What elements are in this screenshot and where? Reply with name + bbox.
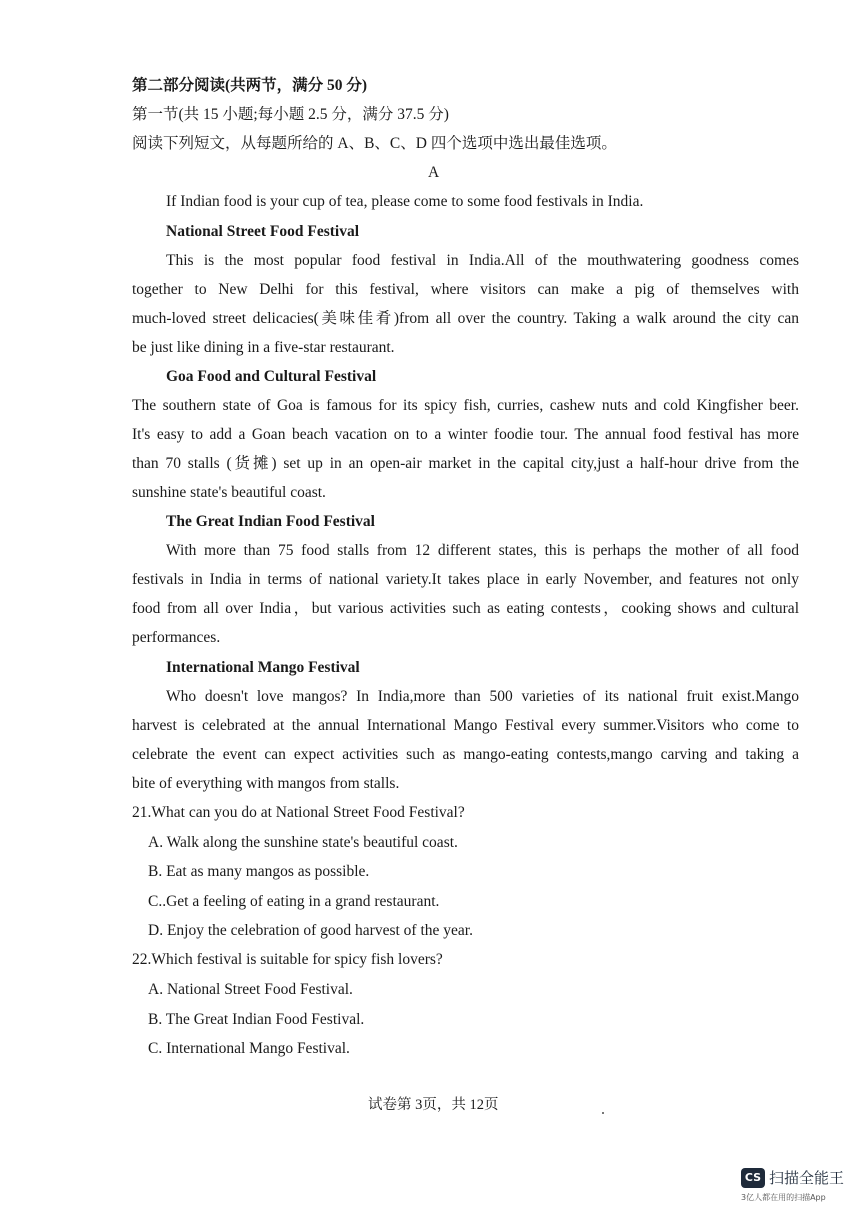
page-number: 试卷第 3页，共 12页 [368,1097,499,1113]
question-stem: 22.Which festival is suitable for spicy fish lovers? [132,951,443,968]
paragraph-line: festivals in India in terms of national variety.It takes place in early November, and features not only [132,571,799,588]
paragraph-line: celebrate the event can expect activities such as mango-eating contests,mango carving and taking a [132,746,799,763]
paragraph-line: The southern state of Goa is famous for its spicy fish, curries, cashew nuts and cold Kingfisher beer. [132,397,799,414]
question-stem: 21.What can you do at National Street Food Festival? [132,804,465,821]
paragraph-line: together to New Delhi for this festival, where visitors can make a pig of themselves with [132,281,799,298]
instruction: 阅读下列短文，从每题所给的 A、B、C、D 四个选项中选出最佳选项。 [132,135,617,152]
camscanner-logo-icon: CS [741,1168,765,1188]
paragraph-line: bite of everything with mangos from stalls. [132,775,400,792]
watermark-subtitle: 3亿人都在用的扫描App [741,1193,826,1202]
option-d[interactable]: D. Enjoy the celebration of good harvest of the year. [148,922,473,939]
paragraph-line: harvest is celebrated at the annual International Mango Festival every summer.Visitors who come to [132,717,799,734]
option-b[interactable]: B. The Great Indian Food Festival. [148,1011,365,1028]
option-c[interactable]: C..Get a feeling of eating in a grand restaurant. [148,893,440,910]
section-heading: National Street Food Festival [166,223,360,240]
paragraph-line: much-loved street delicacies(美味佳肴)from all over the country. Taking a walk around the city can [132,310,799,327]
option-c[interactable]: C. International Mango Festival. [148,1040,350,1057]
option-b[interactable]: B. Eat as many mangos as possible. [148,863,370,880]
paragraph-line: be just like dining in a five-star restaurant. [132,339,395,356]
paragraph-line: than 70 stalls (货摊) set up in an open-air market in the capital city,just a half-hour drive from the [132,455,799,472]
passage-intro: If Indian food is your cup of tea, please come to some food festivals in India. [166,193,644,210]
paragraph-line: food from all over India，but various activities such as eating contests，cooking shows and cultural [132,600,799,617]
section-heading: The Great Indian Food Festival [166,513,375,530]
scan-speck [602,1112,604,1114]
part-title: 第二部分阅读(共两节，满分 50 分) [132,77,368,94]
passage-label: A [428,164,440,181]
section-heading: International Mango Festival [166,659,360,676]
paragraph-line: Who doesn't love mangos? In India,more than 500 varieties of its national fruit exist.Mango [166,688,799,705]
option-a[interactable]: A. Walk along the sunshine state's beautiful coast. [148,834,458,851]
section-heading: Goa Food and Cultural Festival [166,368,377,385]
option-a[interactable]: A. National Street Food Festival. [148,981,353,998]
paragraph-line: This is the most popular food festival in India.All of the mouthwatering goodness comes [166,252,799,269]
paragraph-line: With more than 75 food stalls from 12 different states, this is perhaps the mother of all food [166,542,799,559]
section-title: 第一节(共 15 小题;每小题 2.5 分，满分 37.5 分) [132,106,449,123]
paragraph-line: sunshine state's beautiful coast. [132,484,326,501]
watermark-title: 扫描全能王 [769,1169,845,1187]
paragraph-line: It's easy to add a Goan beach vacation on to a winter foodie tour. The annual food festival has more [132,426,799,443]
paragraph-line: performances. [132,629,221,646]
